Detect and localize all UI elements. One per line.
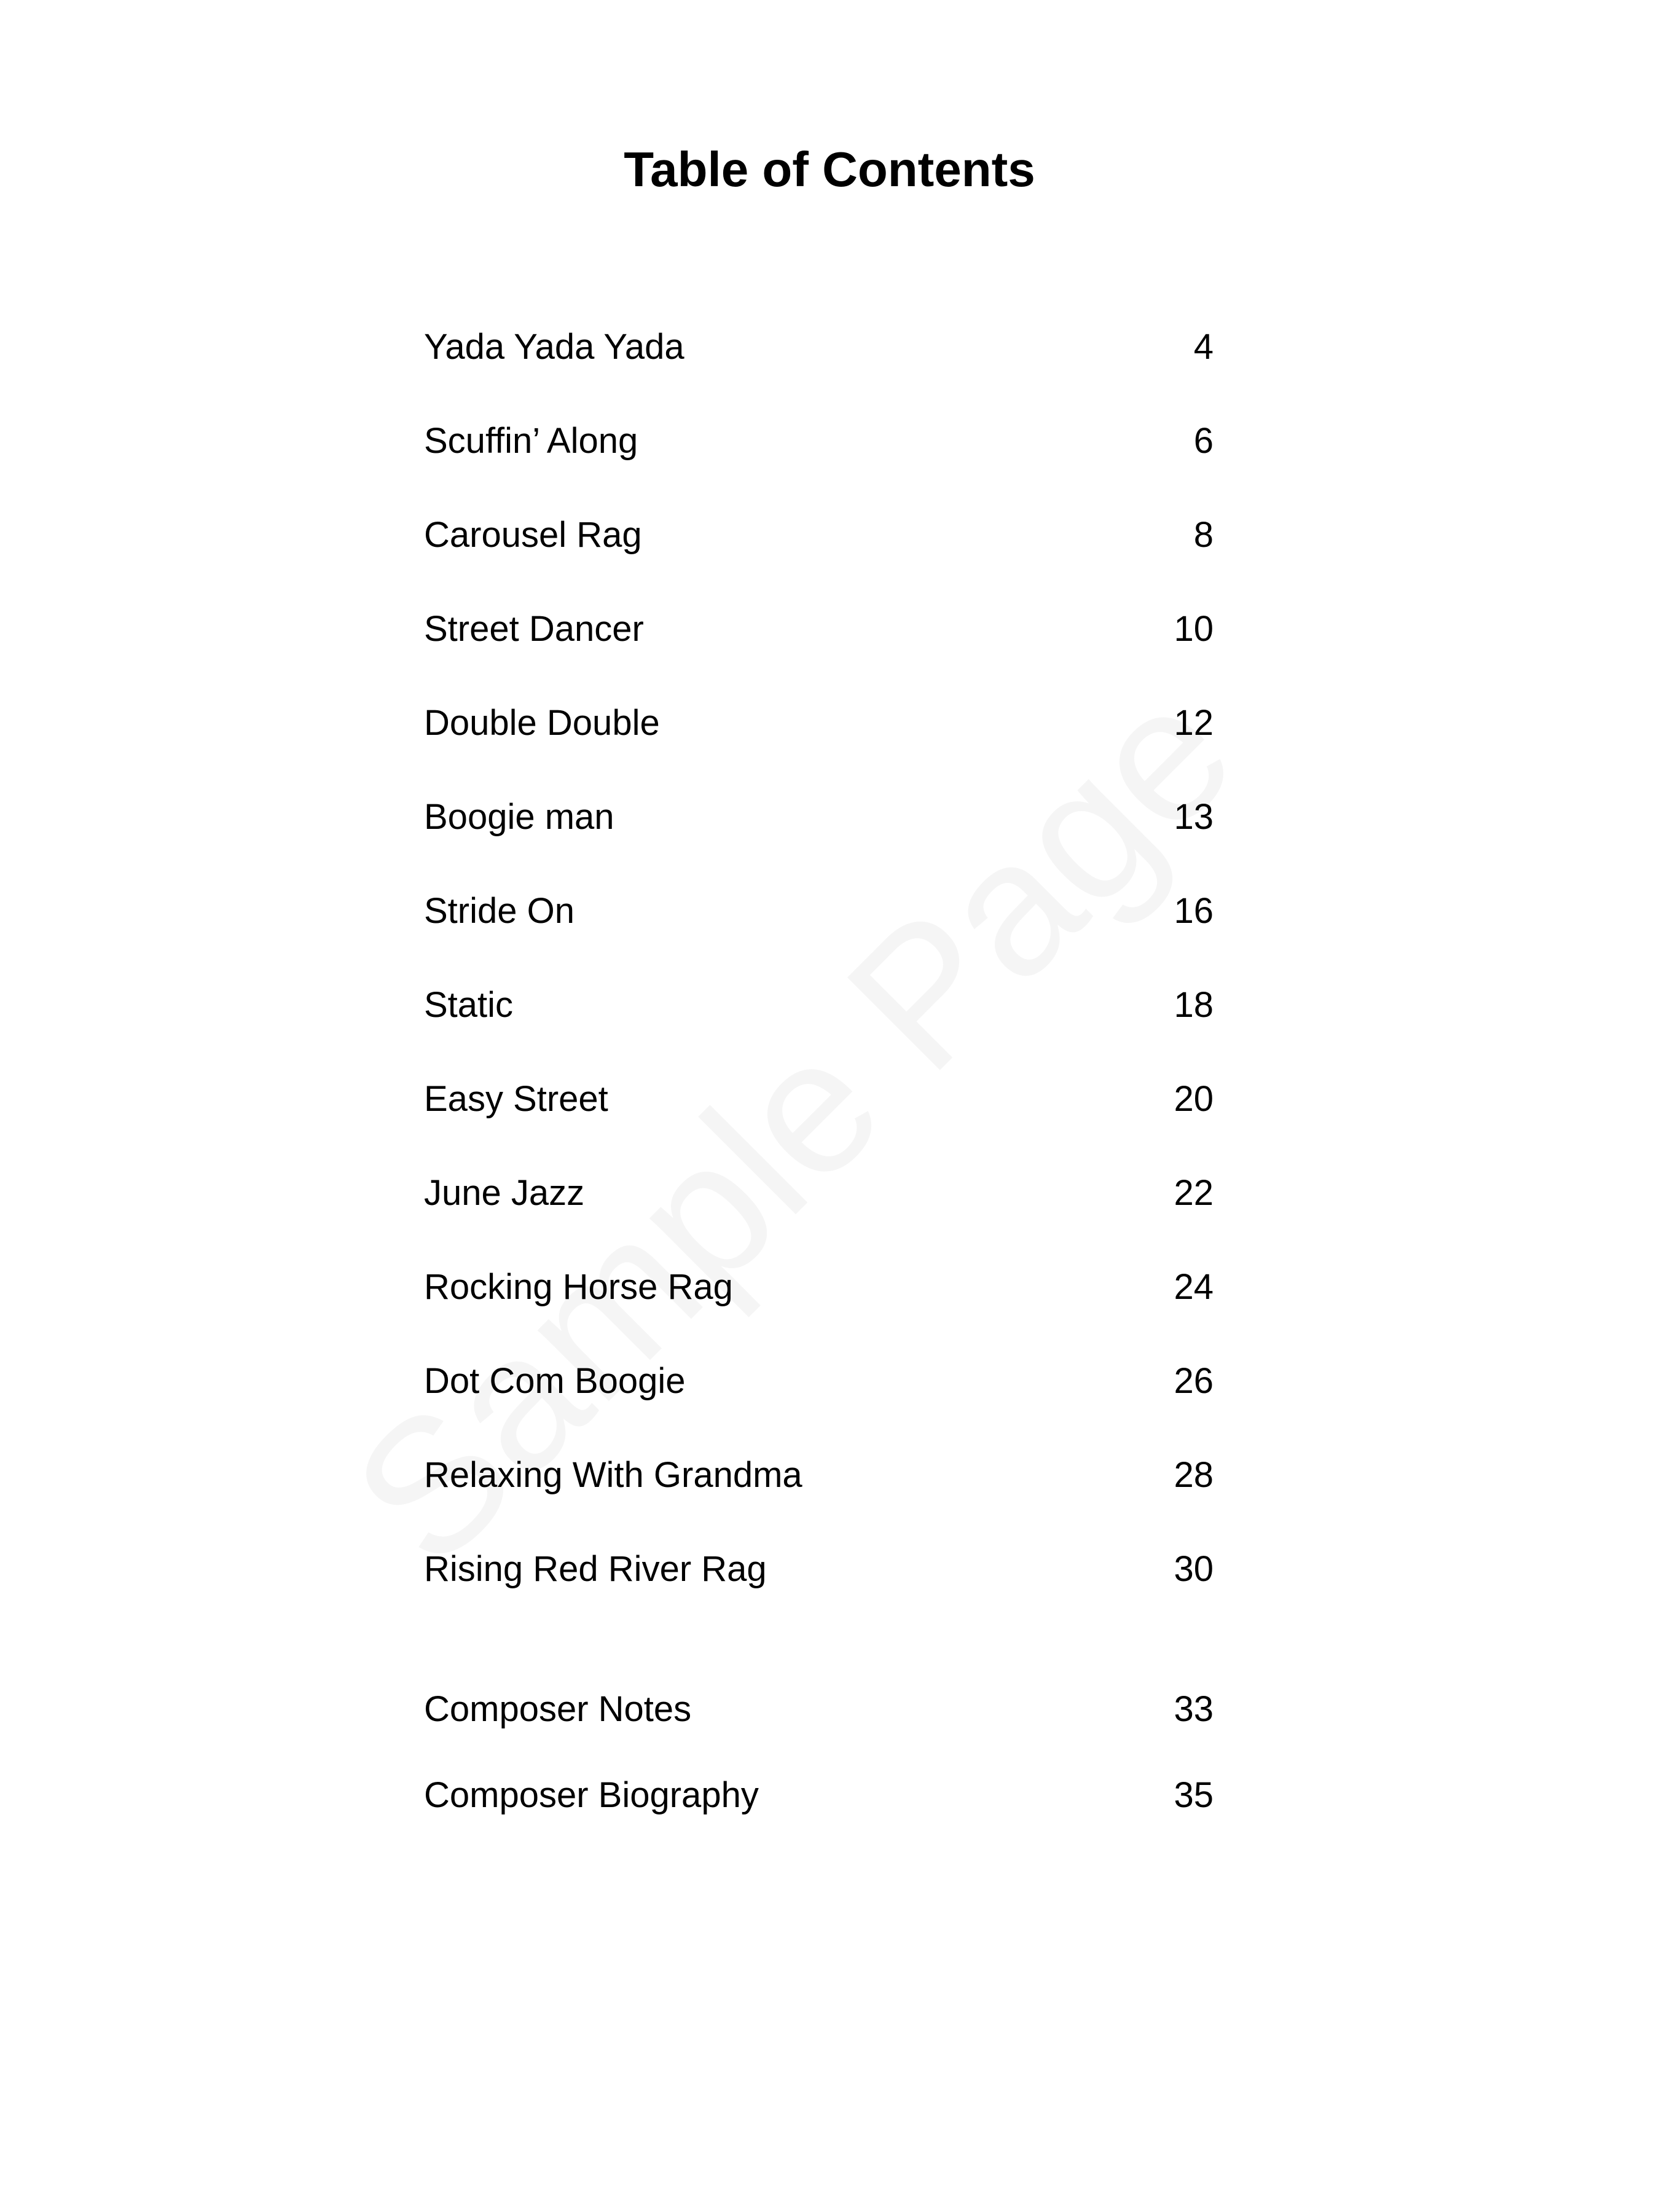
toc-appendix-entry [424,1685,1214,1734]
toc-entry-page-number: 13 [1174,797,1214,837]
toc-entry-title: Easy Street [424,1079,608,1119]
toc-entry-page-number: 16 [1174,891,1214,931]
toc-entry [424,1263,1214,1312]
table-of-contents [424,0,1214,2212]
toc-entry-title: Composer Biography [424,1775,759,1815]
toc-entry-title: Yada Yada Yada [424,327,684,367]
toc-entry [424,1545,1214,1594]
toc-entry-page-number: 26 [1174,1361,1214,1401]
toc-entry-page-number: 30 [1174,1549,1214,1589]
toc-entry-title: Static [424,985,514,1025]
toc-entry-title: Rocking Horse Rag [424,1267,733,1307]
toc-entry-page-number: 18 [1174,985,1214,1025]
toc-entry-page-number: 6 [1193,421,1214,461]
toc-entry-title: Stride On [424,891,575,931]
toc-entry-title: Scuffin’ Along [424,421,638,461]
toc-entry-title: Street Dancer [424,609,644,649]
toc-entry-page-number: 12 [1174,703,1214,743]
toc-entry-title: Double Double [424,703,660,743]
page-title: Table of Contents [624,142,1035,197]
toc-entry-page-number: 35 [1174,1775,1214,1815]
toc-entry [424,1357,1214,1406]
toc-entry-page-number: 22 [1174,1173,1214,1213]
toc-entry [424,1451,1214,1500]
toc-entry-title: June Jazz [424,1173,585,1213]
toc-entry-page-number: 4 [1193,327,1214,367]
toc-entry [424,323,1214,372]
toc-entry-page-number: 20 [1174,1079,1214,1119]
toc-entry-title: Relaxing With Grandma [424,1455,802,1495]
toc-entry [424,793,1214,842]
toc-entry-title: Carousel Rag [424,515,642,555]
toc-entry-page-number: 28 [1174,1455,1214,1495]
toc-entry-page-number: 33 [1174,1689,1214,1729]
toc-entry-title: Dot Com Boogie [424,1361,686,1401]
toc-entry [424,887,1214,936]
toc-entry [424,511,1214,560]
toc-entry [424,699,1214,748]
toc-entry [424,417,1214,466]
toc-entry-title: Rising Red River Rag [424,1549,767,1589]
toc-entry-page-number: 24 [1174,1267,1214,1307]
toc-entry [424,1169,1214,1218]
toc-entry [424,605,1214,654]
toc-entry [424,1075,1214,1124]
toc-entry-page-number: 8 [1193,515,1214,555]
toc-entry-title: Boogie man [424,797,614,837]
toc-entry-title: Composer Notes [424,1689,692,1729]
toc-entry-page-number: 10 [1174,609,1214,649]
toc-entry [424,981,1214,1030]
toc-appendix-entry [424,1771,1214,1820]
